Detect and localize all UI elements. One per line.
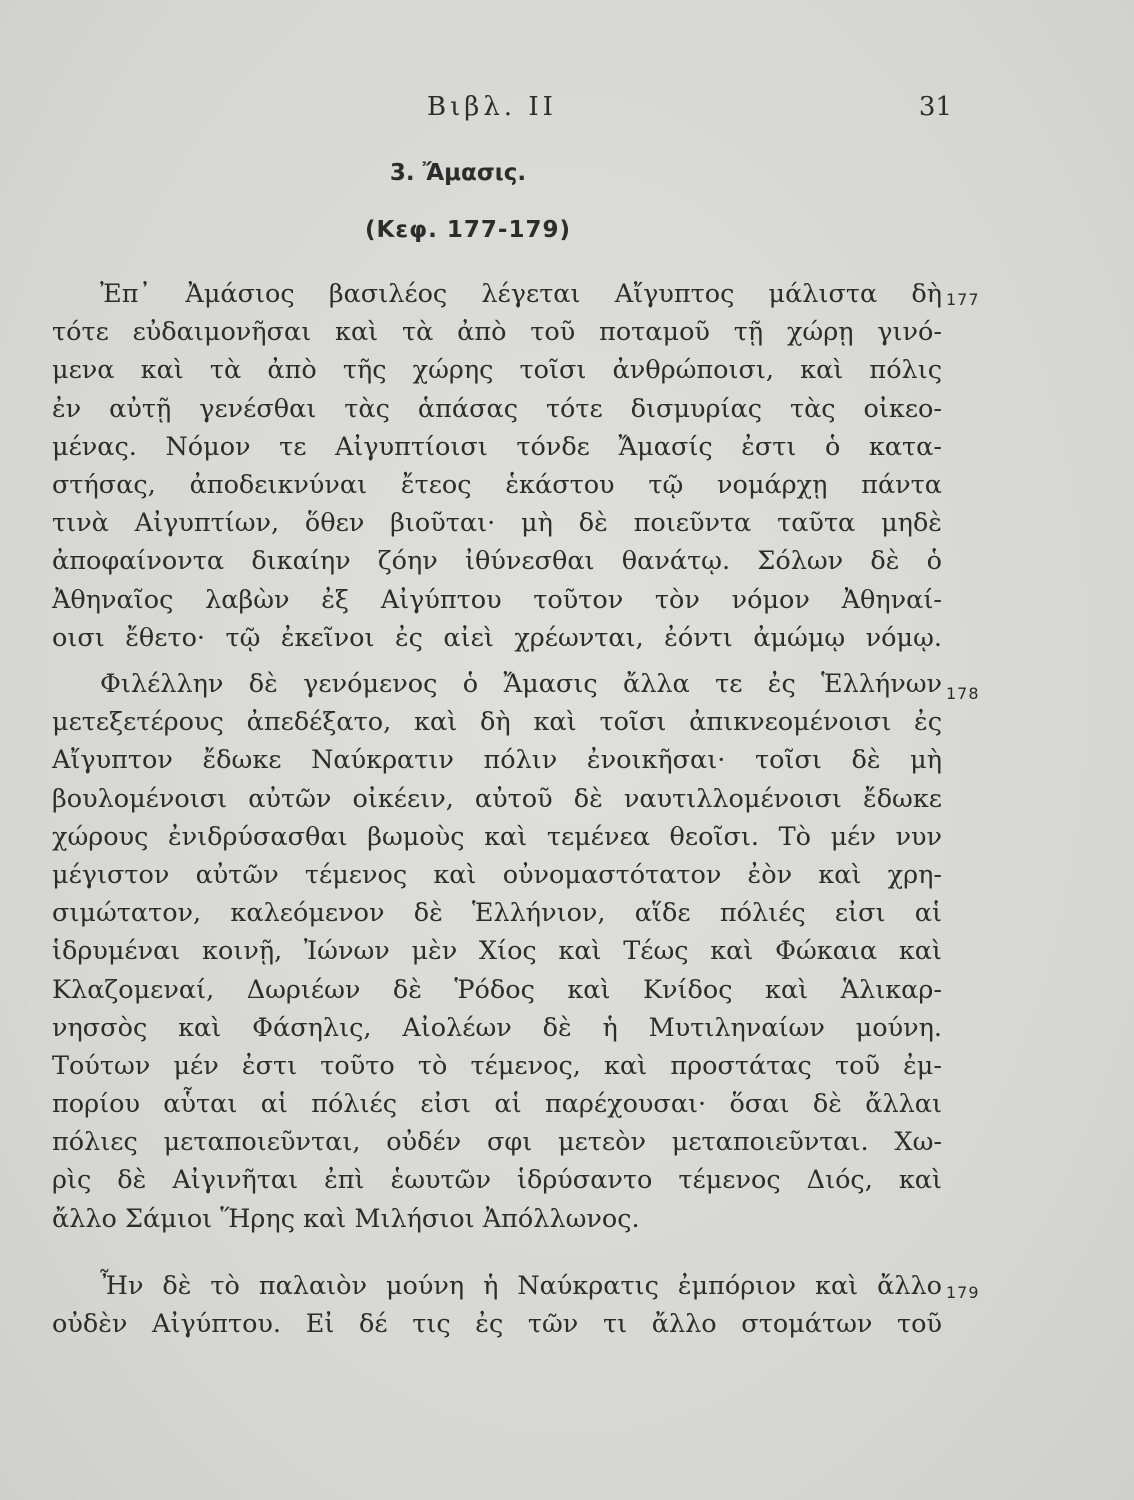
text-line: Φιλέλλην δὲ γενόμενος ὁ Ἄμασις ἄλλα τε ἐς Ἑλλήνων [100, 669, 942, 699]
paragraph-177 [52, 275, 942, 657]
text-line: ἀποφαίνοντα δικαίην ζόην ἰθύνεσθαι θανάτῳ. Σόλων δὲ ὁ [52, 546, 942, 577]
paragraph-179 [52, 1267, 942, 1343]
text-line: τότε εὐδαιμονῆσαι καὶ τὰ ἀπὸ τοῦ ποταμοῦ τῇ χώρῃ γινό- [52, 317, 942, 348]
text-line: Αἴγυπτον ἔδωκε Ναύκρατιν πόλιν ἐνοικῆσαι· τοῖσι δὲ μὴ [52, 745, 942, 776]
text-line: ρὶς δὲ Αἰγινῆται ἐπὶ ἑωυτῶν ἱδρύσαντο τέμενος Διός, καὶ [52, 1165, 942, 1196]
text-line: Ἐπ᾽ Ἀμάσιος βασιλέος λέγεται Αἴγυπτος μάλιστα δὴ [100, 279, 942, 309]
book-reference: Βιβλ. II [427, 92, 557, 122]
text-line: στήσας, ἀποδεικνύναι ἔτεος ἑκάστου τῷ νομάρχῃ πάντα [52, 469, 942, 500]
text-line: ἄλλο Σάμιοι Ἥρης καὶ Μιλήσιοι Ἀπόλλωνος. [52, 1203, 640, 1234]
section-title: 3. Ἄμασις. [389, 160, 527, 186]
text-line: τινὰ Αἰγυπτίων, ὅθεν βιοῦται· μὴ δὲ ποιεῦντα ταῦτα μηδὲ [52, 508, 942, 539]
text-line: οισι ἔθετο· τῷ ἐκεῖνοι ἐς αἰεὶ χρέωνται, ἐόντι ἀμώμῳ νόμῳ. [52, 622, 942, 653]
marginal-chapter-number: 177 [946, 290, 980, 309]
text-line: μετεξετέρους ἀπεδέξατο, καὶ δὴ καὶ τοῖσι ἀπικνεομένοισι ἐς [52, 707, 942, 738]
text-line: χώρους ἐνιδρύσασθαι βωμοὺς καὶ τεμένεα θεοῖσι. Τὸ μέν νυν [52, 821, 942, 852]
text-line: Ἀθηναῖος λαβὼν ἐξ Αἰγύπτου τοῦτον τὸν νόμον Ἀθηναί- [52, 584, 942, 615]
text-line: Κλαζομεναί, Δωριέων δὲ Ῥόδος καὶ Κνίδος καὶ Ἁλικαρ- [52, 974, 942, 1005]
text-line: πόλιες μεταποιεῦνται, οὐδέν σφι μετεὸν μεταποιεῦνται. Χω- [52, 1127, 942, 1158]
text-line: νησσὸς καὶ Φάσηλις, Αἰολέων δὲ ἡ Μυτιληναίων μούνη. [52, 1012, 942, 1043]
text-line: πορίου αὗται αἱ πόλιές εἰσι αἱ παρέχουσαι· ὅσαι δὲ ἄλλαι [52, 1089, 942, 1120]
chapter-range: (Κεφ. 177-179) [365, 217, 571, 243]
text-line: μενα καὶ τὰ ἀπὸ τῆς χώρης τοῖσι ἀνθρώποισι, καὶ πόλις [52, 355, 942, 386]
text-line: βουλομένοισι αὐτῶν οἰκέειν, αὐτοῦ δὲ ναυτιλλομένοισι ἔδωκε [52, 783, 942, 814]
text-line: οὐδὲν Αἰγύπτου. Εἰ δέ τις ἐς τῶν τι ἄλλο στομάτων τοῦ [52, 1309, 942, 1340]
text-line: Ἦν δὲ τὸ παλαιὸν μούνη ἡ Ναύκρατις ἐμπόριον καὶ ἄλλο [100, 1271, 942, 1301]
page-number: 31 [918, 92, 952, 122]
text-line: μένας. Νόμον τε Αἰγυπτίοισι τόνδε Ἄμασίς ἐστι ὁ κατα- [52, 431, 942, 462]
marginal-chapter-number: 178 [946, 684, 980, 703]
text-line: ἐν αὐτῇ γενέσθαι τὰς ἁπάσας τότε δισμυρίας τὰς οἰκεο- [52, 393, 942, 424]
running-head [52, 92, 952, 126]
text-line: Τούτων μέν ἐστι τοῦτο τὸ τέμενος, καὶ προστάτας τοῦ ἐμ- [52, 1050, 942, 1081]
paragraph-178 [52, 665, 942, 1238]
marginal-chapter-number: 179 [946, 1283, 980, 1302]
text-line: μέγιστον αὐτῶν τέμενος καὶ οὐνομαστότατον ἐὸν καὶ χρη- [52, 859, 942, 890]
text-line: ἱδρυμέναι κοινῇ, Ἰώνων μὲν Χίος καὶ Τέως καὶ Φώκαια καὶ [52, 936, 942, 967]
text-line: σιμώτατον, καλεόμενον δὲ Ἑλλήνιον, αἵδε πόλιές εἰσι αἱ [52, 898, 942, 929]
